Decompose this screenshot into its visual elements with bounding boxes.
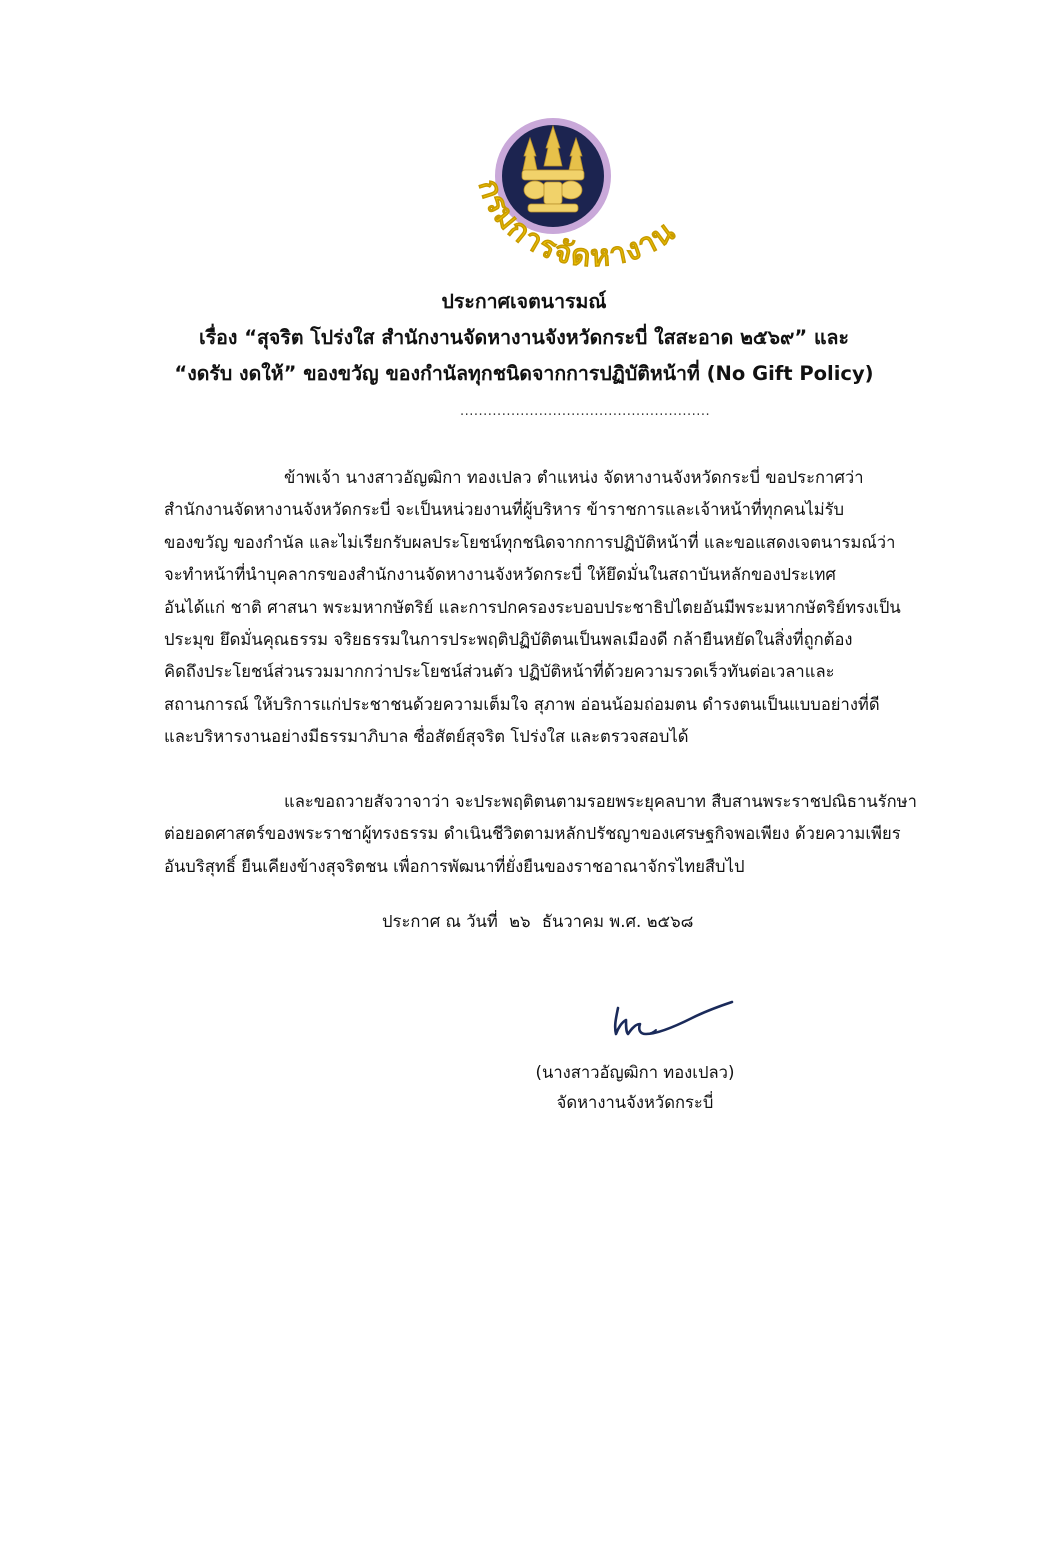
paragraph-line: อันได้แก่ ชาติ ศาสนา พระมหากษัตริย์ และการปกครองระบอบประชาธิปไตยอันมีพระมหากษัตริย์ทรงเป็น (164, 597, 901, 617)
paragraph-line: จะทำหน้าที่นำบุคลากรของสำนักงานจัดหางานจังหวัดกระบี่ ให้ยึดมั่นในสถาบันหลักของประเทศ (164, 565, 836, 585)
signer-position: จัดหางานจังหวัดกระบี่ (556, 1093, 714, 1112)
paragraph-line: และบริหารงานอย่างมีธรรมาภิบาล ซื่อสัตย์สุจริต โปร่งใส และตรวจสอบได้ (164, 727, 689, 747)
paragraph-line: คิดถึงประโยชน์ส่วนรวมมากกว่าประโยชน์ส่วนตัว ปฏิบัติหน้าที่ด้วยความรวดเร็วทันต่อเวลาและ (164, 662, 835, 682)
paragraph-line: ต่อยอดศาสตร์ของพระราชาผู้ทรงธรรม ดำเนินชีวิตตามหลักปรัชญาของเศรษฐกิจพอเพียง ด้วยความเพียร (164, 824, 901, 844)
handwritten-signature-icon (596, 990, 746, 1052)
paragraph-declaration (164, 462, 944, 754)
date-day: ๒๖ (509, 912, 531, 931)
paragraph-line: ประมุข ยึดมั่นคุณธรรม จริยธรรมในการประพฤติปฏิบัติตนเป็นพลเมืองดี กล้ายืนหยัดในสิ่งที่ถูกต้อง (164, 630, 853, 650)
title-divider: ...................................................... (460, 404, 711, 419)
paragraph-oath (164, 786, 944, 883)
signer-name: (นางสาวอัญฒิกา ทองเปลว) (535, 1063, 735, 1082)
announcement-title (120, 284, 928, 392)
paragraph-line: สถานการณ์ ให้บริการแก่ประชาชนด้วยความเต็มใจ สุภาพ อ่อนน้อมถ่อมตน ดำรงตนเป็นแบบอย่างที่ดี (164, 694, 880, 714)
paragraph-line: ข้าพเจ้า นางสาวอัญฒิกา ทองเปลว ตำแหน่ง จัดหางานจังหวัดกระบี่ ขอประกาศว่า (284, 468, 864, 487)
title-subject-line-1: เรื่อง “สุจริต โปร่งใส สำนักงานจัดหางานจังหวัดกระบี่ ใสสะอาด ๒๕๖๙” และ (199, 326, 849, 349)
signer-block (470, 1058, 800, 1118)
svg-text:กรมการจัดหางาน: กรมการจัดหางาน (470, 174, 683, 275)
title-heading: ประกาศเจตนารมณ์ (441, 290, 607, 313)
paragraph-line: อันบริสุทธิ์ ยืนเคียงข้างสุจริตชน เพื่อการพัฒนาที่ยั่งยืนของราชอาณาจักรไทยสืบไป (164, 856, 745, 876)
date-month-year: ธันวาคม พ.ศ. ๒๕๖๘ (541, 912, 694, 931)
date-prefix: ประกาศ ณ วันที่ (382, 912, 498, 931)
title-subject-line-2: “งดรับ งดให้” ของขวัญ ของกำนัลทุกชนิดจากการปฏิบัติหน้าที่ (No Gift Policy) (174, 362, 874, 385)
paragraph-line: ของขวัญ ของกำนัล และไม่เรียกรับผลประโยชน์ทุกชนิดจากการปฏิบัติหน้าที่ และขอแสดงเจตนารมณ์ว่า (164, 532, 896, 552)
paragraph-line: และขอถวายสัจวาจาว่า จะประพฤติตนตามรอยพระยุคลบาท สืบสานพระราชปณิธานรักษา (284, 792, 917, 811)
paragraph-line: สำนักงานจัดหางานจังหวัดกระบี่ จะเป็นหน่วยงานที่ผู้บริหาร ข้าราชการและเจ้าหน้าที่ทุกคนไม่รับ (164, 500, 845, 520)
department-seal-icon (470, 86, 726, 276)
announcement-date (382, 909, 693, 935)
